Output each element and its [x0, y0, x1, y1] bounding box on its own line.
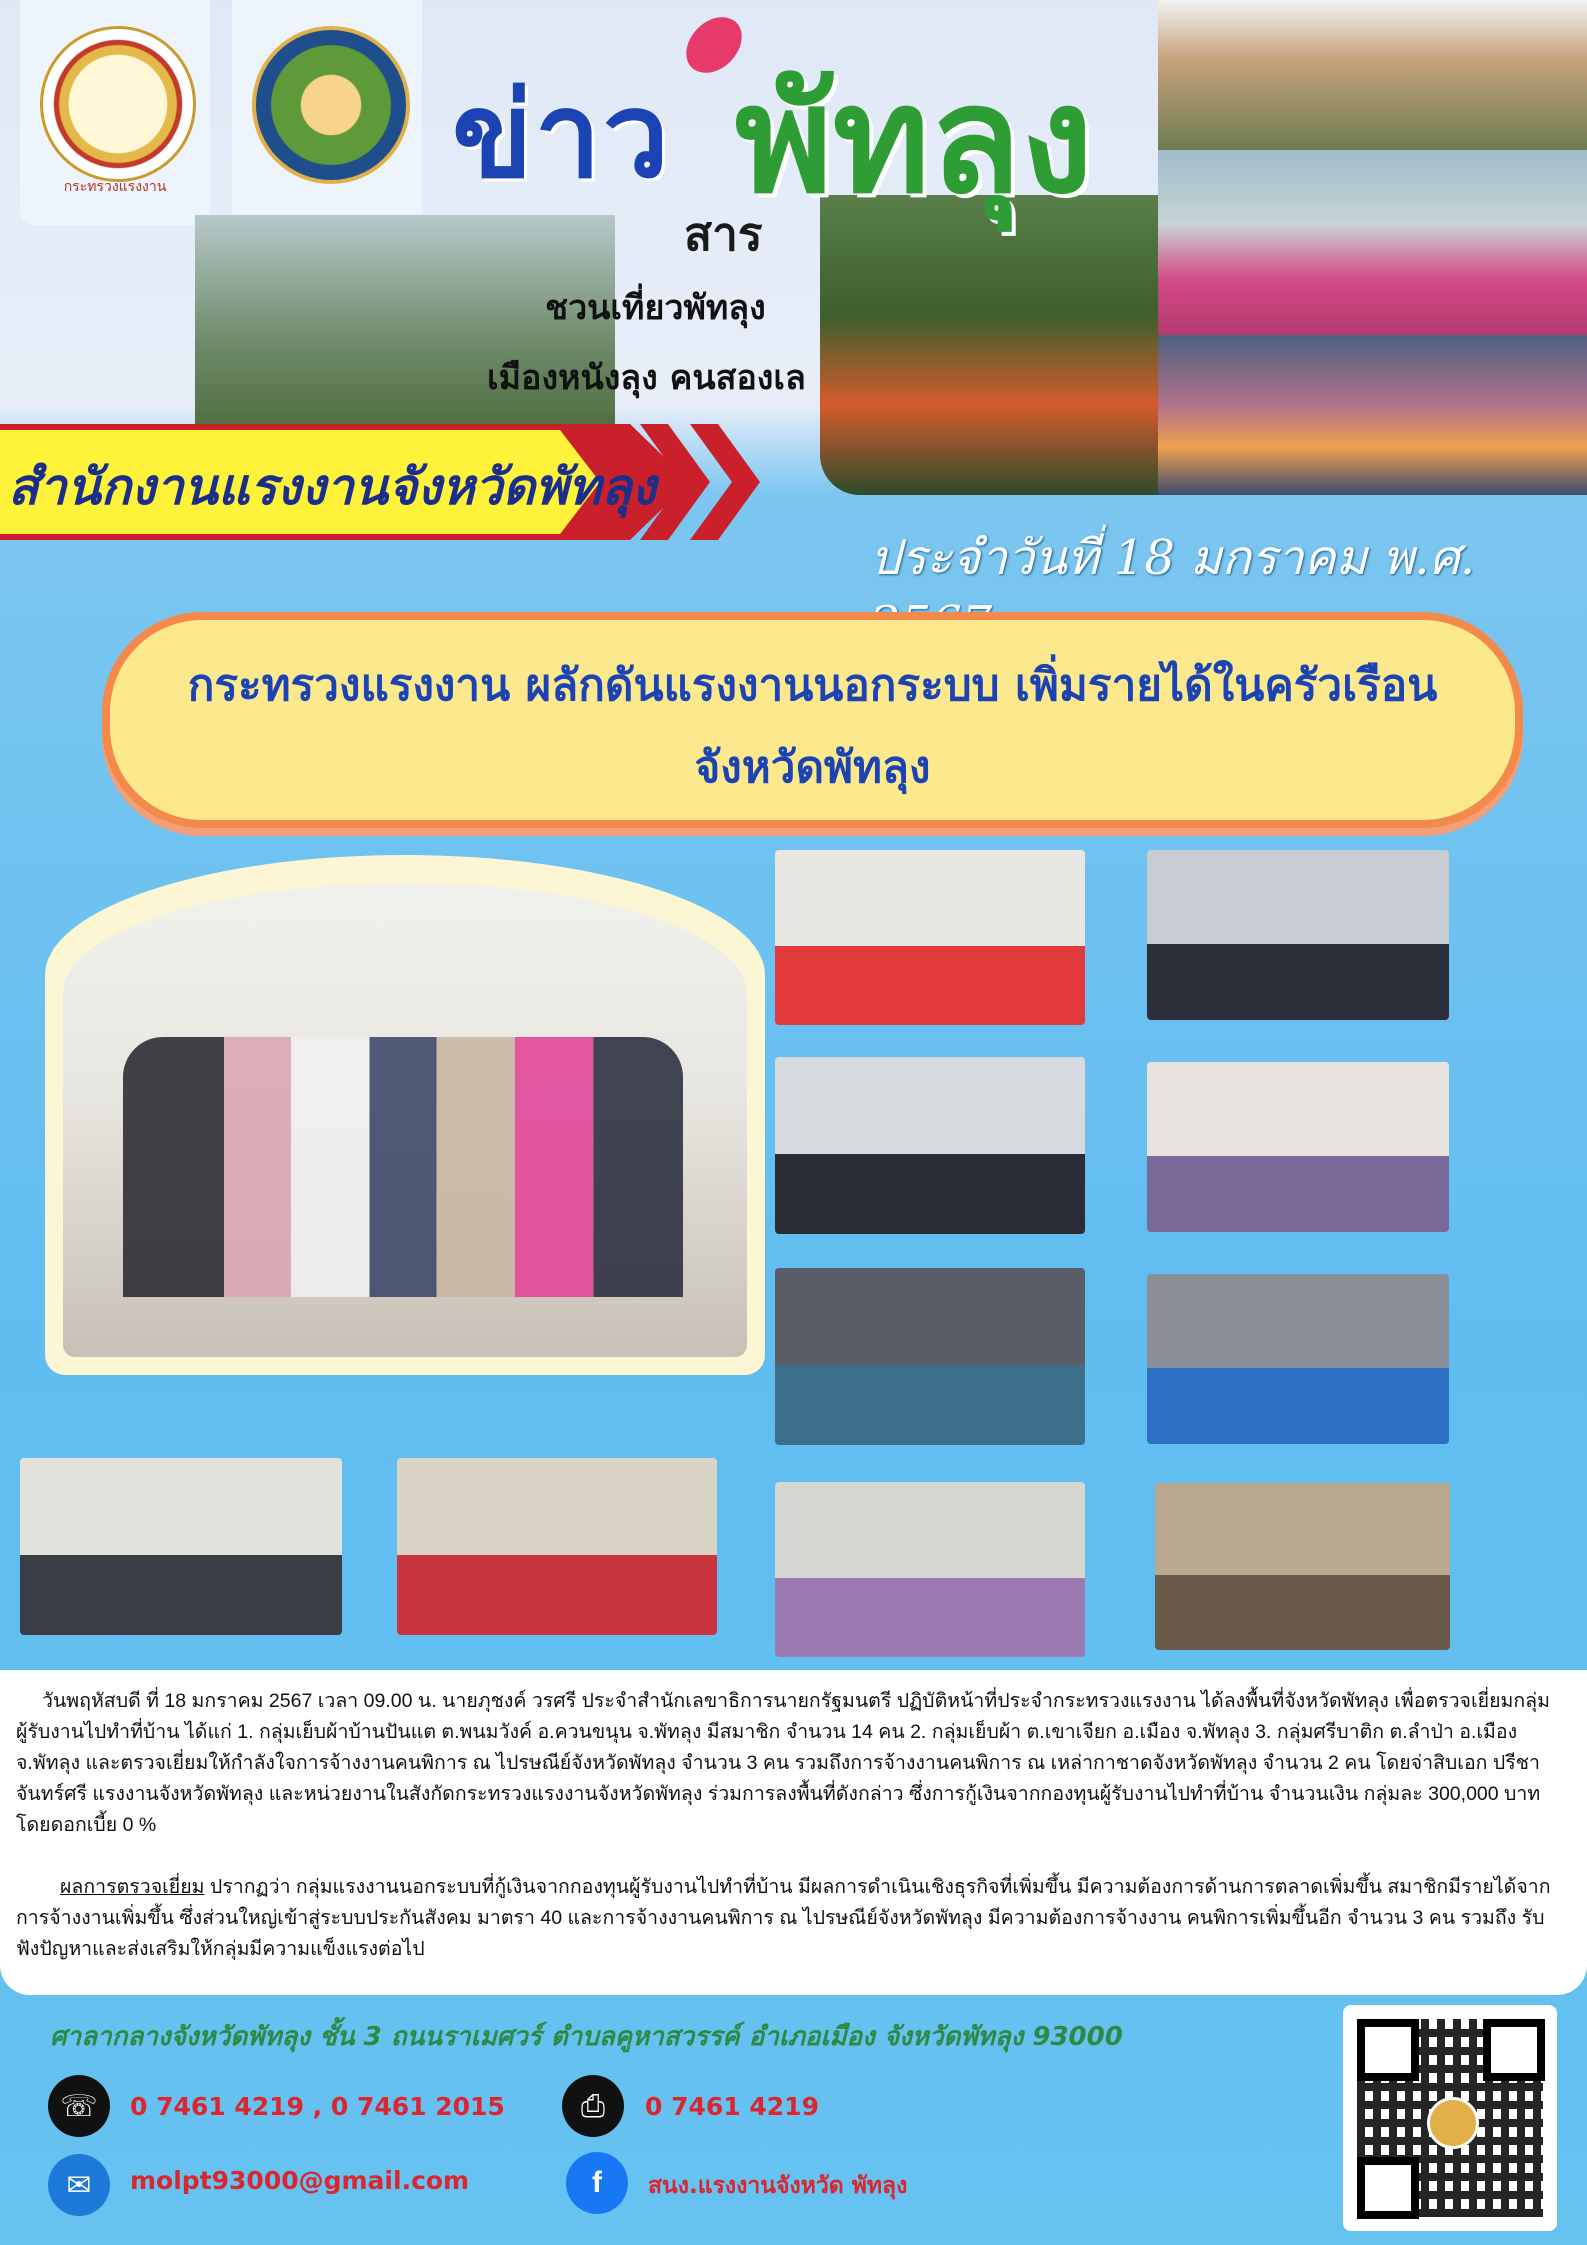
ministry-seal-icon: [40, 26, 196, 182]
photo-shop-visit: [1147, 1062, 1449, 1232]
office-name: สำนักงานแรงงานจังหวัดพัทลุง: [8, 457, 657, 516]
article-body: [0, 1670, 1587, 1995]
issue-date: ประจำวันที่ 18 มกราคม พ.ศ.: [870, 530, 1476, 586]
phone-numbers: 0 7461 4219 , 0 7461 2015: [130, 2092, 505, 2121]
photo-seated-group: [775, 1482, 1085, 1657]
qr-finder-top-right: [1483, 2019, 1545, 2081]
photo-meeting-1: [775, 850, 1085, 1025]
photo-sewing-room: [1147, 1274, 1449, 1444]
tagline-2: เมืองหนังลุง คนสองเล: [487, 358, 806, 398]
qr-center-logo-icon: [1427, 2097, 1479, 2149]
article-paragraph-1: วันพฤหัสบดี ที่ 18 มกราคม 2567 เวลา 09.00 น. นายภุชงค์ วรศรี ประจำสำนักเลขาธิการนายกรัฐมนตรี ปฏิบัติหน้าที่ประจำกระทรวงแรงงาน ได้ลงพื้นที่จังหวัดพัทลุง เพื่อตรวจเยี่ยมกลุ่มผู้รับงานไปทำที่บ้าน ได้แก่ 1. กลุ่มเย็บผ้าบ้านปันแต ต.พนมวังค์ อ.ควนขนุน จ.พัทลุง มีสมาชิก จำนวน 14 คน 2. กลุ่มเย็บผ้า ต.เขาเจียก อ.เมือง จ.พัทลุง 3. กลุ่มศรีบาติก ต.ลำป่า อ.เมือง จ.พัทลุง และตรวจเยี่ยมให้กำลังใจการจ้างงานคนพิการ ณ ไปรษณีย์จังหวัดพัทลุง จำนวน 3 คน รวมถึงการจ้างงานคนพิการ ณ เหล่ากาชาดจังหวัดพัทลุง จำนวน 2 คน โดยจ่าสิบเอก ปรีชา จันทร์ศรี แรงงานจังหวัดพัทลุง และหน่วยงานในสังกัดกระทรวงแรงงานจังหวัดพัทลุง ร่วมการลงพื้นที่ดังกล่าว ซึ่งการกู้เงินจากกองทุนผู้รับงานไปทำที่บ้าน จำนวนเงิน กลุ่มละ 300,000 บาท โดยดอกเบี้ย 0 %: [16, 1690, 1550, 1836]
ministry-logo: [20, 0, 210, 225]
qr-finder-top-left: [1357, 2019, 1419, 2081]
fax-icon: ⎙: [562, 2075, 624, 2137]
email-icon: ✉: [48, 2154, 110, 2216]
office-address: ศาลากลางจังหวัดพัทลุง ชั้น 3 ถนนราเมศวร์ ตำบลคูหาสวรรค์ อำเภอเมือง จังหวัดพัทลุง 93000: [50, 2022, 1123, 2052]
photo-meeting-3: [20, 1458, 342, 1635]
main-photo: [63, 883, 747, 1357]
photo-post-office: [397, 1458, 717, 1635]
photo-batik-table: [775, 1268, 1085, 1445]
qr-finder-bottom-left: [1357, 2157, 1419, 2219]
photo-inspection-1: [1147, 850, 1449, 1020]
hero-photo-lotus-lake: [1158, 150, 1587, 335]
headline-box: [102, 612, 1523, 828]
title-part2: พัทลุง: [735, 54, 1094, 226]
photo-meeting-2: [775, 1057, 1085, 1234]
fax-number: 0 7461 4219: [645, 2092, 819, 2121]
tagline-1: ชวนเที่ยวพัทลุง: [545, 288, 766, 328]
province-seal-icon: [252, 26, 410, 184]
photo-red-cross-building: [1155, 1483, 1450, 1650]
article-paragraph-2-text: ปรากฏว่า กลุ่มแรงงานนอกระบบที่กู้เงินจากกองทุนผู้รับงานไปทำที่บ้าน มีผลการดำเนินเชิงธุรกิจที่เพิ่มขึ้น มีความต้องการด้านการตลาดเพิ่มขึ้น สมาชิกมีรายได้จากการจ้างงานเพิ่มขึ้น ซึ่งส่วนใหญ่เข้าสู่ระบบประกันสังคม มาตรา 40 และการจ้างงานคนพิการ ณ ไปรษณีย์จังหวัดพัทลุง มีความต้องการจ้างงาน คนพิการเพิ่มขึ้นอีก จำนวน 3 คน รวมถึง รับฟังปัญหาและส่งเสริมให้กลุ่มมีความแข็งแรงต่อไป: [16, 1876, 1551, 1960]
hero-photo-fishing-net: [1158, 335, 1587, 495]
province-logo: [232, 0, 422, 225]
article-paragraph-2-label: ผลการตรวจเยี่ยม: [60, 1876, 205, 1898]
ministry-logo-caption: กระทรวงแรงงาน: [63, 179, 167, 195]
main-photo-frame: [45, 855, 765, 1375]
facebook-icon: f: [566, 2152, 628, 2214]
hero-photo-mountain: [1158, 0, 1587, 150]
article-paragraph-2: [16, 1872, 1561, 1965]
email-address[interactable]: molpt93000@gmail.com: [130, 2166, 470, 2195]
qr-code[interactable]: [1343, 2005, 1557, 2231]
title-part1: ข่าว: [452, 66, 672, 204]
headline-line2: จังหวัดพัทลุง: [694, 742, 931, 793]
phone-icon: ☏: [48, 2075, 110, 2137]
title-sub: สาร: [684, 207, 763, 261]
headline-line1: กระทรวงแรงงาน ผลักดันแรงงานนอกระบบ เพิ่มรายได้ในครัวเรือน: [187, 660, 1438, 711]
group-photo-people: [123, 1037, 683, 1297]
facebook-page[interactable]: สนง.แรงงานจังหวัด พัทลุง: [648, 2173, 908, 2199]
